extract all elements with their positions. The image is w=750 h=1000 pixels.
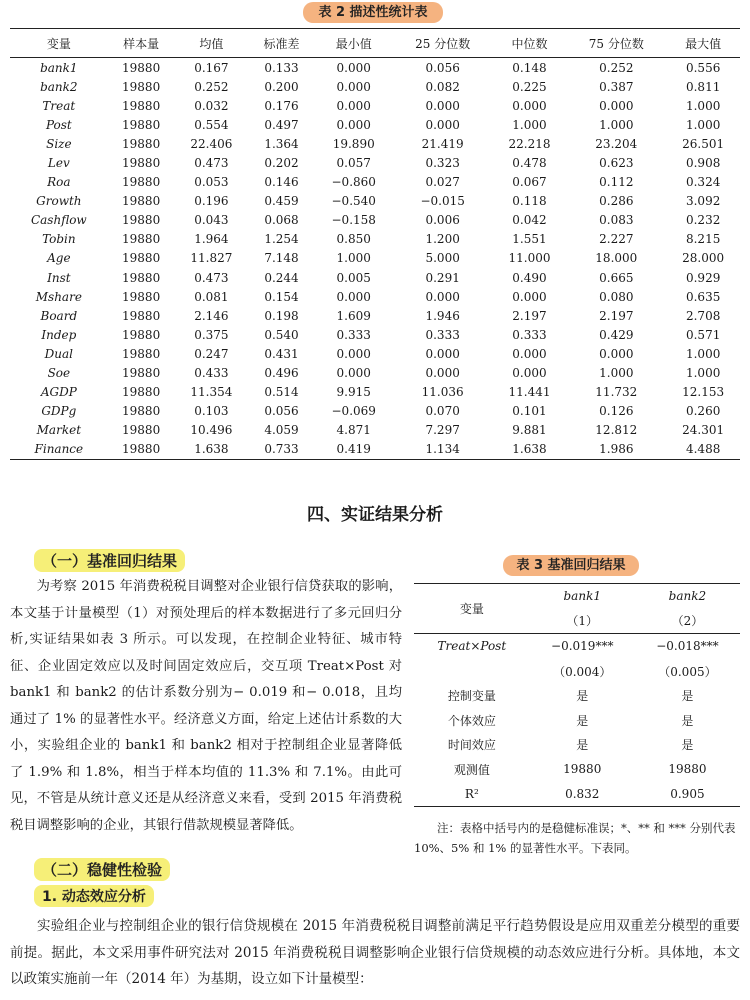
value-cell: 0.000 — [336, 60, 371, 75]
value-cell: 0.133 — [264, 60, 299, 75]
value-cell: 0.118 — [512, 194, 547, 209]
table-row — [10, 77, 740, 96]
table-row — [10, 383, 740, 402]
value-cell: 9.881 — [512, 423, 547, 438]
value-cell: 19880 — [122, 404, 161, 419]
value-cell: 2.146 — [194, 308, 229, 323]
row-label: 观测值 — [453, 762, 490, 777]
value-cell: 11.000 — [508, 251, 551, 266]
value-cell: 0.202 — [264, 156, 299, 171]
value-cell: 1.638 — [194, 442, 229, 457]
value-cell: 0.000 — [512, 346, 547, 361]
value-cell: 19880 — [122, 98, 161, 113]
section-heading: 四、实证结果分析 — [307, 505, 443, 525]
value-cell: 19880 — [122, 156, 161, 171]
table-row — [10, 421, 740, 440]
value-cell: −0.540 — [331, 194, 376, 209]
table2-caption: 表 2 描述性统计表 — [303, 2, 443, 23]
table-header-row — [10, 29, 740, 58]
value-cell: 19880 — [122, 213, 161, 228]
value-cell: 0.232 — [685, 213, 721, 228]
value-cell: 0.478 — [512, 156, 547, 171]
value-cell: 19880 — [122, 175, 161, 190]
value-cell: 11.036 — [421, 385, 464, 400]
value-cell: 0.811 — [685, 79, 721, 94]
value-cell: −0.158 — [331, 213, 376, 228]
value-cell: 1.200 — [425, 232, 460, 247]
variable-cell: Board — [40, 308, 78, 323]
value-cell: 0.083 — [599, 213, 634, 228]
value-cell: 0.252 — [599, 60, 634, 75]
table-row — [10, 364, 740, 383]
value-cell: 1.638 — [512, 442, 547, 457]
value-cell: 0.000 — [512, 366, 547, 381]
variable-cell: Lev — [47, 156, 70, 171]
value-cell: 0.103 — [194, 404, 229, 419]
variable-cell: bank2 — [40, 79, 78, 94]
value-cell: 0.000 — [425, 289, 460, 304]
value-cell: 26.501 — [682, 136, 725, 151]
value-cell: 10.496 — [190, 423, 233, 438]
table-row — [10, 115, 740, 134]
value-cell: 0.291 — [425, 270, 460, 285]
value-cell: 1.000 — [599, 366, 634, 381]
variable-cell: Soe — [47, 366, 71, 381]
value-cell: 0.154 — [264, 289, 299, 304]
value-cell: 11.441 — [508, 385, 551, 400]
value-cell: 1.000 — [512, 117, 547, 132]
value-cell: 1.254 — [264, 232, 299, 247]
value-cell: 2.197 — [599, 308, 634, 323]
value-cell: 0.286 — [599, 194, 634, 209]
value-cell: 0.043 — [194, 213, 229, 228]
value-cell: 1.000 — [336, 251, 371, 266]
value-cell: 19880 — [122, 327, 161, 342]
value-cell: 21.419 — [421, 136, 464, 151]
subsubsection-title-dynamic: 1. 动态效应分析 — [34, 885, 154, 907]
value-cell: 0.000 — [512, 98, 547, 113]
variable-cell: Mshare — [35, 289, 82, 304]
value-cell: 0.056 — [264, 404, 299, 419]
value-cell: 19880 — [122, 308, 161, 323]
value-cell: 0.929 — [685, 270, 721, 285]
table-row — [414, 733, 740, 758]
row-value: 19880 — [563, 762, 602, 777]
value-cell: 0.323 — [425, 156, 460, 171]
value-cell: 0.056 — [425, 60, 460, 75]
value-cell: 0.081 — [194, 289, 229, 304]
value-cell: 11.354 — [190, 385, 233, 400]
row-value: 是 — [576, 713, 589, 728]
column-header: 变量 — [10, 29, 108, 58]
value-cell: 19880 — [122, 251, 161, 266]
variable-cell: bank1 — [40, 60, 78, 75]
value-cell: 11.827 — [190, 251, 233, 266]
value-cell: 0.514 — [264, 385, 299, 400]
coef-value: −0.019*** — [551, 639, 614, 654]
table3-caption: 表 3 基准回归结果 — [503, 555, 639, 576]
variable-cell: Indep — [41, 327, 77, 342]
value-cell: 0.908 — [685, 156, 721, 171]
variable-header: 变量 — [414, 584, 530, 634]
value-cell: 0.057 — [336, 156, 371, 171]
col-number: （2） — [635, 609, 740, 634]
value-cell: 0.000 — [599, 346, 634, 361]
value-cell: 0.000 — [336, 366, 371, 381]
value-cell: 0.387 — [599, 79, 634, 94]
value-cell: 0.473 — [194, 156, 229, 171]
value-cell: 0.665 — [599, 270, 634, 285]
value-cell: 1.134 — [425, 442, 460, 457]
table-row — [414, 659, 740, 684]
value-cell: 0.225 — [512, 79, 547, 94]
table-row — [414, 683, 740, 708]
value-cell: 4.871 — [336, 423, 371, 438]
value-cell: 9.915 — [336, 385, 371, 400]
value-cell: 2.197 — [512, 308, 547, 323]
value-cell: 0.333 — [512, 327, 547, 342]
variable-cell: Roa — [47, 175, 71, 190]
value-cell: 4.488 — [685, 442, 721, 457]
column-header: 最大值 — [666, 29, 740, 58]
table-row — [10, 230, 740, 249]
table-row — [10, 306, 740, 325]
variable-cell: Age — [47, 251, 71, 266]
value-cell: 0.032 — [194, 98, 229, 113]
dynamic-effect-paragraph: 实验组企业与控制组企业的银行信贷规模在 2015 年消费税税目调整前满足平行趋势假设是应用双重差分模型的重要前提。据此，本文采用事件研究法对 2015 年消费税税目调整影响企业银行信贷规模的动态效应进行分析。具体地，本文以政策实施前一年（2014 年）为基期，设立如下计量模型： — [10, 918, 740, 987]
value-cell: 0.070 — [425, 404, 460, 419]
value-cell: 0.419 — [336, 442, 371, 457]
value-cell: 0.635 — [685, 289, 721, 304]
variable-cell: Inst — [47, 270, 71, 285]
se-value: （0.004） — [553, 664, 612, 679]
row-label: 控制变量 — [447, 689, 496, 704]
value-cell: 0.244 — [264, 270, 299, 285]
value-cell: 0.459 — [264, 194, 299, 209]
value-cell: 0.623 — [599, 156, 634, 171]
column-header: 中位数 — [493, 29, 567, 58]
value-cell: 1.000 — [685, 117, 721, 132]
value-cell: 0.000 — [336, 346, 371, 361]
value-cell: 0.473 — [194, 270, 229, 285]
value-cell: −0.015 — [420, 194, 465, 209]
value-cell: 0.000 — [336, 289, 371, 304]
value-cell: 19880 — [122, 385, 161, 400]
value-cell: 0.053 — [194, 175, 229, 190]
value-cell: 19880 — [122, 346, 161, 361]
value-cell: 19880 — [122, 194, 161, 209]
value-cell: 0.497 — [264, 117, 299, 132]
subsection-title-robustness: （二）稳健性检验 — [34, 858, 170, 881]
value-cell: 0.375 — [194, 327, 229, 342]
variable-cell: Growth — [36, 194, 82, 209]
table-row — [10, 249, 740, 268]
value-cell: 0.000 — [336, 98, 371, 113]
value-cell: 19880 — [122, 289, 161, 304]
value-cell: 0.333 — [425, 327, 460, 342]
value-cell: 0.540 — [264, 327, 299, 342]
value-cell: 0.490 — [512, 270, 547, 285]
subsection-title-baseline: （一）基准回归结果 — [34, 549, 185, 572]
value-cell: 19880 — [122, 442, 161, 457]
value-cell: 1.000 — [685, 346, 721, 361]
value-cell: 22.406 — [190, 136, 233, 151]
value-cell: 1.946 — [425, 308, 460, 323]
value-cell: 0.000 — [599, 98, 634, 113]
value-cell: 23.204 — [595, 136, 638, 151]
value-cell: 0.067 — [512, 175, 547, 190]
col-name: bank1 — [563, 589, 601, 604]
value-cell: 0.000 — [425, 366, 460, 381]
value-cell: 0.733 — [264, 442, 299, 457]
value-cell: 24.301 — [682, 423, 725, 438]
value-cell: 0.027 — [425, 175, 460, 190]
table-row — [10, 96, 740, 115]
value-cell: 19880 — [122, 232, 161, 247]
variable-cell: Treat — [42, 98, 76, 113]
table-row — [10, 134, 740, 153]
coef-value: −0.018*** — [656, 639, 719, 654]
column-header: 75 分位数 — [566, 29, 666, 58]
table-row — [10, 287, 740, 306]
value-cell: 19880 — [122, 117, 161, 132]
value-cell: 0.000 — [336, 79, 371, 94]
value-cell: 0.006 — [425, 213, 460, 228]
value-cell: 0.247 — [194, 346, 229, 361]
column-header: 样本量 — [108, 29, 175, 58]
table-row — [10, 402, 740, 421]
value-cell: 0.148 — [512, 60, 547, 75]
value-cell: 0.324 — [685, 175, 721, 190]
baseline-paragraph: 为考察 2015 年消费税税目调整对企业银行信贷获取的影响，本文基于计量模型（1）对预处理后的样本数据进行了多元回归分析,实证结果如表 3 所示。可以发现，在控制企业特征、城市特征、企业固定效应以及时间固定效应后，交互项 Treat×Post 对 bank1 和 bank2 的估计系数分别为− 0.019 和− 0.018，且均通过了 1% 的显著性水平。经济意义方面，给定上述估计系数的大小，实验组企业的 bank1 和 bank2 相对于控制组企业显著降低了 1.9% 和 1.8%，相当于样本均值的 11.3% 和 7.1%。由此可见，不管是从统计意义还是从经济意义来看，受到 2015 年消费税税目调整影响的企业，其银行借款规模显著降低。 — [10, 579, 402, 833]
variable-cell: Dual — [44, 346, 73, 361]
value-cell: 18.000 — [595, 251, 638, 266]
column-header: 25 分位数 — [393, 29, 493, 58]
value-cell: 28.000 — [682, 251, 725, 266]
value-cell: 0.198 — [264, 308, 299, 323]
value-cell: 1.609 — [336, 308, 371, 323]
table-row — [10, 325, 740, 344]
value-cell: 0.200 — [264, 79, 299, 94]
value-cell: 12.812 — [595, 423, 638, 438]
value-cell: 19880 — [122, 423, 161, 438]
column-header: 标准差 — [248, 29, 315, 58]
value-cell: 0.260 — [685, 404, 721, 419]
row-label: R² — [464, 787, 479, 802]
table-row — [10, 211, 740, 230]
row-value: 是 — [681, 713, 694, 728]
value-cell: 5.000 — [425, 251, 460, 266]
value-cell: 7.148 — [264, 251, 299, 266]
table-row — [414, 634, 740, 659]
value-cell: 0.556 — [685, 60, 721, 75]
table3-note: 注：表格中括号内的是稳健标准误；*、** 和 *** 分别代表 10%、5% 和 1% 的显著性水平。下表同。 — [414, 821, 736, 855]
value-cell: 0.554 — [194, 117, 229, 132]
variable-cell: Tobin — [42, 232, 76, 247]
row-value: 是 — [681, 689, 694, 704]
table3-header-row — [414, 584, 740, 609]
value-cell: 1.964 — [194, 232, 229, 247]
value-cell: 1.000 — [685, 98, 721, 113]
value-cell: 0.068 — [264, 213, 299, 228]
value-cell: 19880 — [122, 366, 161, 381]
row-value: 是 — [576, 738, 589, 753]
value-cell: 0.000 — [425, 117, 460, 132]
variable-cell: AGDP — [40, 385, 77, 400]
value-cell: 0.571 — [685, 327, 721, 342]
table-row — [414, 708, 740, 733]
table-row — [10, 58, 740, 78]
coef-label: Treat×Post — [437, 639, 507, 654]
value-cell: 4.059 — [264, 423, 299, 438]
value-cell: 19880 — [122, 270, 161, 285]
value-cell: 0.850 — [336, 232, 371, 247]
value-cell: 19880 — [122, 79, 161, 94]
value-cell: 19880 — [122, 136, 161, 151]
value-cell: 0.333 — [336, 327, 371, 342]
table-row — [10, 440, 740, 460]
value-cell: 0.429 — [599, 327, 634, 342]
value-cell: 0.496 — [264, 366, 299, 381]
value-cell: 0.080 — [599, 289, 634, 304]
row-label: 个体效应 — [447, 713, 496, 728]
variable-cell: Cashflow — [30, 213, 87, 228]
row-label: 时间效应 — [447, 738, 496, 753]
value-cell: 19880 — [122, 60, 161, 75]
table-row — [10, 173, 740, 192]
value-cell: 0.126 — [599, 404, 634, 419]
value-cell: 0.000 — [425, 98, 460, 113]
value-cell: 1.000 — [599, 117, 634, 132]
row-value: 0.905 — [670, 787, 705, 802]
value-cell: 1.551 — [512, 232, 547, 247]
value-cell: 1.986 — [599, 442, 634, 457]
value-cell: 19.890 — [332, 136, 375, 151]
value-cell: 11.732 — [595, 385, 638, 400]
table-row — [414, 757, 740, 782]
value-cell: 1.364 — [264, 136, 299, 151]
value-cell: 0.252 — [194, 79, 229, 94]
baseline-regression-table — [414, 583, 740, 807]
column-header: 最小值 — [315, 29, 393, 58]
value-cell: −0.860 — [331, 175, 376, 190]
variable-cell: GDPg — [41, 404, 77, 419]
value-cell: 0.112 — [599, 175, 634, 190]
row-value: 是 — [576, 689, 589, 704]
table-row — [10, 268, 740, 287]
value-cell: 3.092 — [685, 194, 721, 209]
col-name: bank2 — [668, 589, 707, 604]
value-cell: 0.000 — [512, 289, 547, 304]
value-cell: 0.000 — [336, 117, 371, 132]
value-cell: 1.000 — [685, 366, 721, 381]
value-cell: 8.215 — [685, 232, 721, 247]
value-cell: 12.153 — [682, 385, 725, 400]
value-cell: 0.167 — [194, 60, 229, 75]
row-value: 0.832 — [565, 787, 600, 802]
variable-cell: Size — [46, 136, 72, 151]
value-cell: 0.082 — [425, 79, 460, 94]
value-cell: 2.227 — [599, 232, 634, 247]
row-value: 19880 — [668, 762, 707, 777]
table-row — [414, 782, 740, 807]
table-row — [10, 192, 740, 211]
value-cell: 0.005 — [336, 270, 371, 285]
column-header: 均值 — [175, 29, 249, 58]
value-cell: 0.176 — [264, 98, 299, 113]
variable-cell: Market — [36, 423, 82, 438]
value-cell: 2.708 — [685, 308, 721, 323]
value-cell: 0.146 — [264, 175, 299, 190]
table-row — [10, 153, 740, 172]
value-cell: 0.101 — [512, 404, 547, 419]
value-cell: 7.297 — [425, 423, 460, 438]
table-row — [10, 344, 740, 363]
value-cell: 0.196 — [194, 194, 229, 209]
value-cell: 0.433 — [194, 366, 229, 381]
se-value: （0.005） — [658, 664, 717, 679]
descriptive-stats-table — [10, 28, 740, 460]
col-number: （1） — [530, 609, 635, 634]
row-value: 是 — [681, 738, 694, 753]
variable-cell: Post — [45, 117, 72, 132]
variable-cell: Finance — [34, 442, 84, 457]
value-cell: 0.042 — [512, 213, 547, 228]
value-cell: 0.000 — [425, 346, 460, 361]
value-cell: −0.069 — [331, 404, 376, 419]
value-cell: 0.431 — [264, 346, 299, 361]
value-cell: 22.218 — [508, 136, 551, 151]
